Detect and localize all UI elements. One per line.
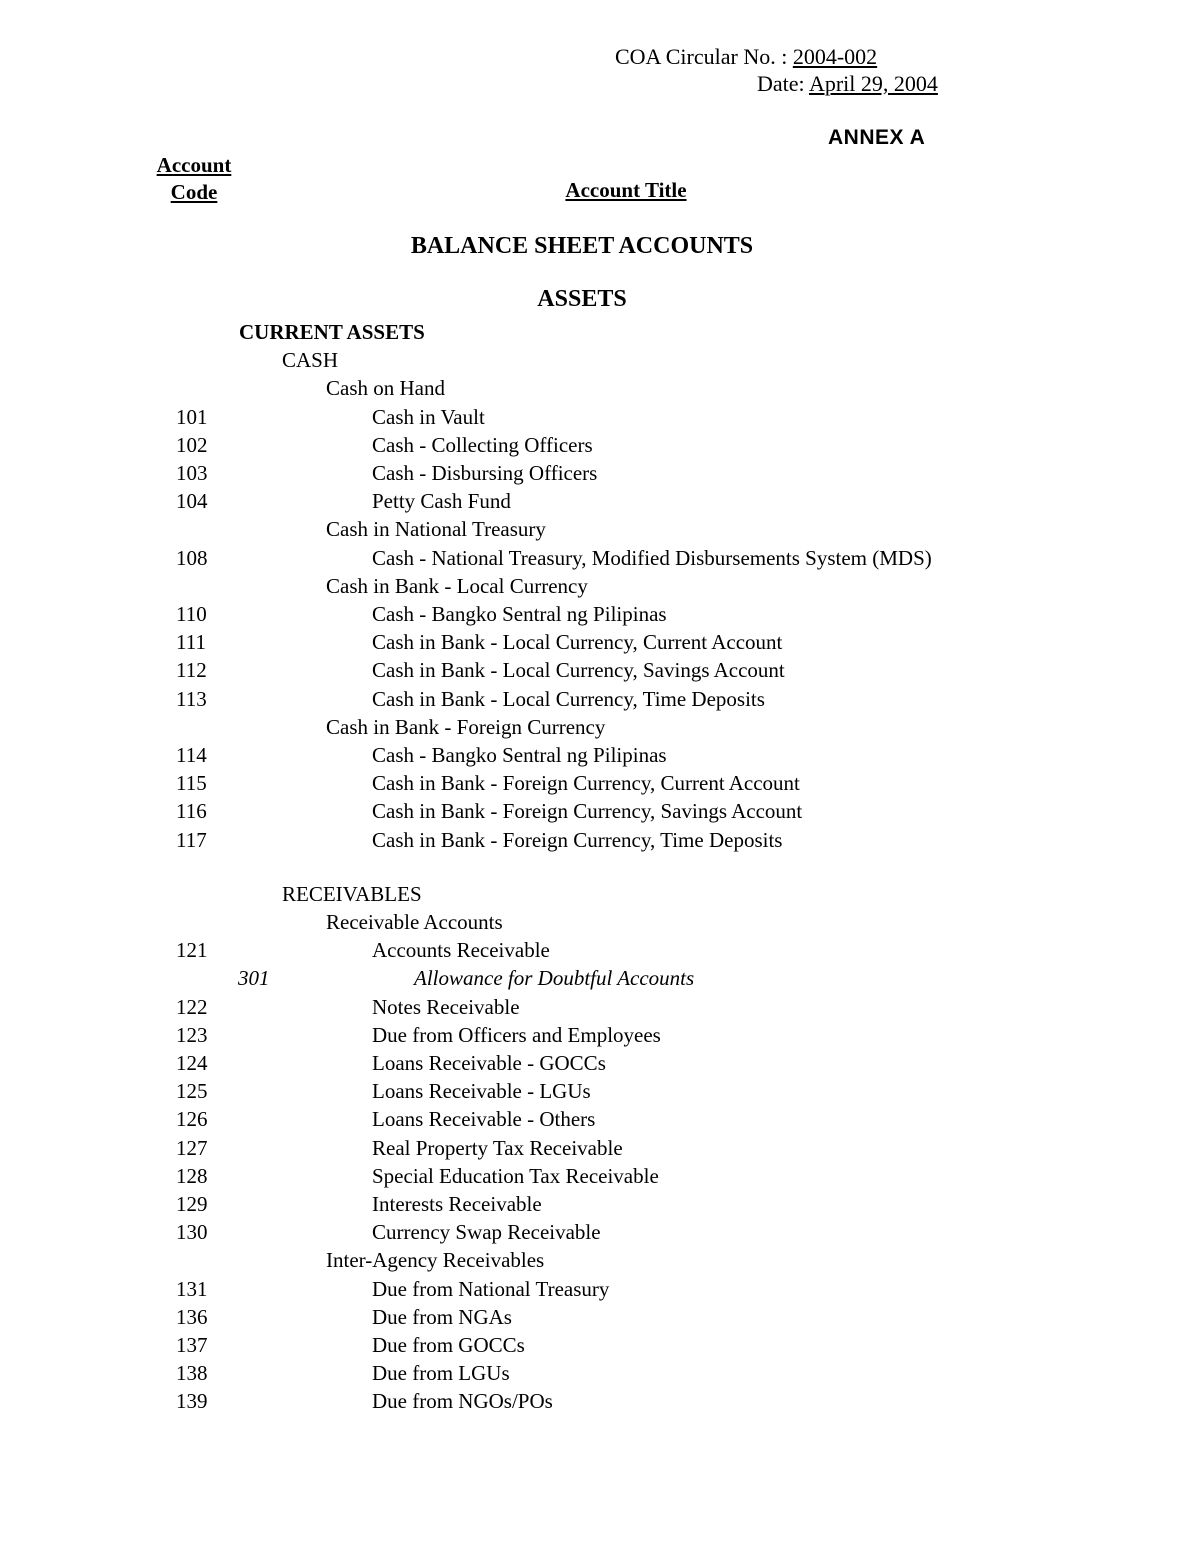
account-code: 136: [176, 1304, 208, 1329]
account-row: [0, 374, 1200, 402]
account-row: [0, 515, 1200, 543]
account-title: Cash on Hand: [326, 376, 445, 401]
account-title: Inter-Agency Receivables: [326, 1248, 545, 1273]
account-title: Cash in Bank - Foreign Currency, Savings Account: [372, 799, 803, 824]
account-title: Notes Receivable: [372, 994, 520, 1019]
account-title: Accounts Receivable: [372, 938, 550, 963]
account-row: [0, 1246, 1200, 1274]
account-code: 108: [176, 545, 208, 570]
account-code: 102: [176, 432, 208, 457]
account-row: [0, 656, 1200, 684]
account-row: [0, 1275, 1200, 1303]
account-code: 137: [176, 1333, 208, 1357]
account-code: 121: [176, 938, 208, 963]
account-code: 128: [176, 1163, 208, 1188]
account-title: Cash in Bank - Foreign Currency, Current Account: [372, 771, 800, 796]
account-title: Cash - Bangko Sentral ng Pilipinas: [372, 743, 667, 767]
account-title: Due from Officers and Employees: [372, 1022, 661, 1047]
account-row: [0, 1021, 1200, 1049]
account-row: [0, 1218, 1200, 1246]
date-line: [757, 71, 938, 97]
account-title: Receivable Accounts: [326, 910, 503, 934]
account-row: [0, 936, 1200, 964]
account-row: [0, 741, 1200, 769]
account-title: Cash in Bank - Foreign Currency: [326, 714, 606, 739]
account-title: Special Education Tax Receivable: [372, 1163, 659, 1188]
account-row: [0, 797, 1200, 825]
account-row: [0, 826, 1200, 854]
account-code: 110: [176, 602, 207, 626]
account-title: Cash - Bangko Sentral ng Pilipinas: [372, 602, 667, 626]
account-code: 115: [176, 771, 207, 796]
account-title: Due from NGOs/POs: [372, 1389, 553, 1414]
account-code: 125: [176, 1079, 208, 1104]
account-title: Cash in Bank - Foreign Currency, Time Deposits: [372, 827, 783, 852]
account-row: [0, 1190, 1200, 1218]
account-code: 103: [176, 461, 208, 485]
account-title: Real Property Tax Receivable: [372, 1135, 623, 1160]
account-row: [0, 572, 1200, 600]
account-title: CASH: [282, 348, 339, 373]
account-code-header-line1: Account: [156, 153, 232, 177]
account-row: [0, 1077, 1200, 1105]
account-code-header: [140, 152, 248, 206]
account-title: Petty Cash Fund: [372, 489, 511, 514]
account-title: Cash - Collecting Officers: [372, 432, 593, 457]
account-title: Cash in National Treasury: [326, 517, 546, 542]
account-title: Cash in Bank - Local Currency: [326, 573, 588, 598]
account-code: 112: [176, 658, 207, 683]
account-row: [0, 544, 1200, 572]
account-row: [0, 346, 1200, 374]
account-row: [0, 431, 1200, 459]
account-code: 124: [176, 1051, 208, 1075]
account-row: [0, 459, 1200, 487]
account-row: [0, 1359, 1200, 1387]
account-title: Cash in Vault: [372, 404, 485, 429]
account-row: [0, 403, 1200, 431]
account-row: [0, 1303, 1200, 1331]
account-row: [0, 685, 1200, 713]
account-code: 116: [176, 799, 207, 824]
section-title: BALANCE SHEET ACCOUNTS: [410, 233, 754, 259]
account-title: Interests Receivable: [372, 1192, 542, 1216]
account-code: 130: [176, 1220, 208, 1245]
account-row: [0, 1387, 1200, 1415]
account-row: [0, 880, 1200, 908]
account-code: 139: [176, 1389, 208, 1414]
account-title: Loans Receivable - LGUs: [372, 1079, 591, 1104]
account-code: 122: [176, 994, 208, 1019]
account-code: 131: [176, 1276, 208, 1301]
account-title: CURRENT ASSETS: [239, 320, 425, 344]
account-title: Cash in Bank - Local Currency, Current Account: [372, 630, 783, 655]
account-row: [0, 318, 1200, 346]
account-code: 129: [176, 1192, 208, 1216]
date-value: April 29, 2004: [808, 71, 938, 96]
account-code: 126: [176, 1107, 208, 1132]
account-title: Due from NGAs: [372, 1304, 512, 1329]
account-title: Due from LGUs: [372, 1361, 510, 1386]
account-row: [0, 769, 1200, 797]
account-row: [0, 1105, 1200, 1133]
account-code: 114: [176, 743, 207, 767]
account-code: 104: [176, 489, 208, 514]
account-title: Loans Receivable - GOCCs: [372, 1051, 606, 1075]
account-title: RECEIVABLES: [282, 881, 422, 906]
subsection-title: ASSETS: [537, 286, 627, 312]
account-row: [0, 1049, 1200, 1077]
date-label: Date:: [757, 71, 805, 96]
account-code-header-line2: Code: [170, 180, 218, 204]
account-title: Loans Receivable - Others: [372, 1107, 596, 1132]
circular-number-line: [615, 44, 935, 70]
account-row: [0, 964, 1200, 992]
account-title: Due from GOCCs: [372, 1333, 525, 1357]
account-title: Cash in Bank - Local Currency, Savings Account: [372, 658, 785, 683]
account-code: 123: [176, 1022, 208, 1047]
account-title: Cash in Bank - Local Currency, Time Deposits: [372, 686, 765, 711]
account-title-header: Account Title: [565, 178, 687, 202]
account-title: Due from National Treasury: [372, 1276, 610, 1301]
account-row: [0, 993, 1200, 1021]
account-code: 117: [176, 827, 207, 852]
account-title: Cash - Disbursing Officers: [372, 461, 598, 485]
account-row: [0, 1162, 1200, 1190]
account-title: Currency Swap Receivable: [372, 1220, 601, 1245]
circular-number: 2004-002: [792, 44, 878, 69]
annex-label: ANNEX A: [828, 126, 926, 149]
account-code: 138: [176, 1361, 208, 1386]
account-row: [0, 600, 1200, 628]
account-code: 301: [238, 966, 270, 991]
account-code: 113: [176, 686, 207, 711]
account-row: [0, 908, 1200, 936]
account-row: [0, 628, 1200, 656]
account-row: [0, 1134, 1200, 1162]
account-code: 127: [176, 1135, 208, 1160]
account-row: [0, 487, 1200, 515]
account-title: Cash - National Treasury, Modified Disbursements System (MDS): [372, 545, 932, 570]
account-row: [0, 1331, 1200, 1359]
circular-label: COA Circular No. :: [615, 44, 788, 69]
account-title: Allowance for Doubtful Accounts: [414, 966, 695, 991]
account-code: 101: [176, 404, 208, 429]
account-row: [0, 713, 1200, 741]
account-code: 111: [176, 630, 206, 655]
